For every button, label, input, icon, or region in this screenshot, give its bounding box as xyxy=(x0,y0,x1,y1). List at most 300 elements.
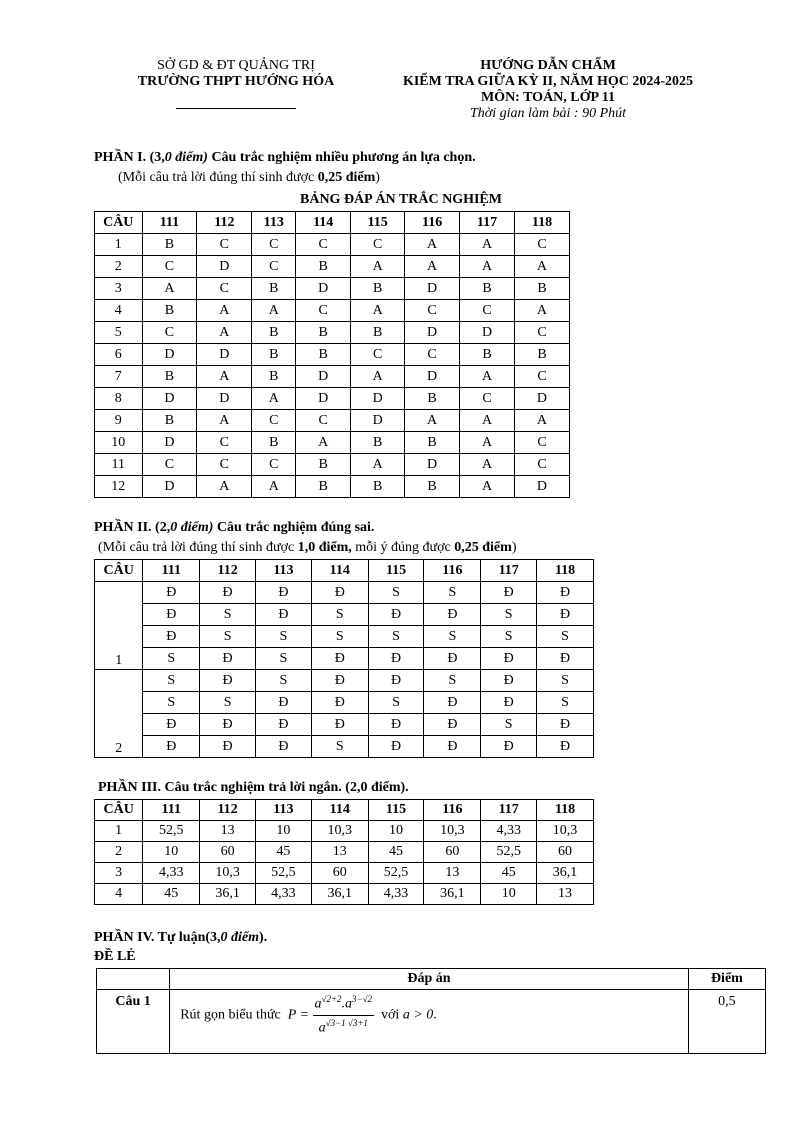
question-number: 2 xyxy=(95,256,143,278)
part2-note-d: 0,25 điểm xyxy=(454,540,512,555)
answer-cell: D xyxy=(405,322,460,344)
answer-cell: D xyxy=(142,388,197,410)
table-row xyxy=(95,648,594,670)
answer-cell: S xyxy=(256,626,312,648)
answer-cell: B xyxy=(514,278,569,300)
answer-cell: Đ xyxy=(481,670,537,692)
answer-cell: 36,1 xyxy=(537,863,594,884)
answer-cell: C xyxy=(514,366,569,388)
answer-cell: B xyxy=(405,476,460,498)
answer-cell: A xyxy=(514,256,569,278)
question-number: 12 xyxy=(95,476,143,498)
answer-cell: Đ xyxy=(311,714,368,736)
column-header-code-111: 111 xyxy=(142,212,197,234)
column-header-code-114: 114 xyxy=(311,560,368,582)
column-header-code-113: 113 xyxy=(252,212,296,234)
answer-cell: 52,5 xyxy=(143,821,200,842)
answer-cell: 10 xyxy=(368,821,424,842)
table-row xyxy=(95,300,570,322)
answer-cell: B xyxy=(252,322,296,344)
part1-note-b: 0,25 điểm xyxy=(317,170,376,185)
answer-cell: C xyxy=(460,300,515,322)
answer-cell: B xyxy=(142,366,197,388)
exam-duration: Thời gian làm bài : 90 Phút xyxy=(469,106,627,121)
answer-cell: C xyxy=(351,344,405,366)
answer-cell: B xyxy=(296,454,351,476)
answer-cell: A xyxy=(197,476,252,498)
answer-cell: Đ xyxy=(200,648,256,670)
answer-cell: A xyxy=(460,476,515,498)
answer-cell: A xyxy=(351,300,405,322)
answer-cell: Đ xyxy=(481,736,537,758)
header-empty-cell xyxy=(97,969,170,990)
answer-cell: Đ xyxy=(481,582,537,604)
answer-cell: D xyxy=(142,476,197,498)
table-row xyxy=(95,476,570,498)
answer-cell: C xyxy=(252,410,296,432)
answer-cell: A xyxy=(197,300,252,322)
answer-cell: S xyxy=(200,604,256,626)
header-divider xyxy=(176,108,296,109)
answer-cell: C xyxy=(514,234,569,256)
answer-cell: Đ xyxy=(311,670,368,692)
answer-cell: 10 xyxy=(143,842,200,863)
answer-cell: Đ xyxy=(143,604,200,626)
answer-cell: D xyxy=(460,322,515,344)
expression-p: P = xyxy=(284,1007,309,1023)
fraction-expression xyxy=(313,994,375,1036)
exam-title: KIỂM TRA GIỮA KỲ II, NĂM HỌC 2024-2025 xyxy=(402,74,694,89)
question-number: 1 xyxy=(95,234,143,256)
column-header-question: CÂU xyxy=(95,800,143,821)
column-header-code-112: 112 xyxy=(200,560,256,582)
answer-cell: A xyxy=(460,256,515,278)
answer-cell: C xyxy=(142,454,197,476)
answer-cell: Đ xyxy=(368,604,424,626)
header-right xyxy=(372,58,724,122)
answer-cell: 45 xyxy=(255,842,311,863)
question-number: 1 xyxy=(95,582,143,670)
answer-cell: 52,5 xyxy=(255,863,311,884)
part1-note-a: (Mỗi câu trả lời đúng thí sinh được xyxy=(118,170,318,185)
answer-cell: D xyxy=(296,366,351,388)
answer-cell: A xyxy=(514,410,569,432)
answer-cell: C xyxy=(142,256,197,278)
table-row xyxy=(95,670,594,692)
answer-cell: B xyxy=(296,256,351,278)
column-header-code-116: 116 xyxy=(424,560,481,582)
column-header-code-117: 117 xyxy=(481,800,537,821)
answer-cell: 45 xyxy=(368,842,424,863)
answer-cell: C xyxy=(296,410,351,432)
answer-cell: S xyxy=(481,714,537,736)
answer-cell: 52,5 xyxy=(481,842,537,863)
answer-cell: S xyxy=(481,626,537,648)
answer-cell: 60 xyxy=(311,863,368,884)
table-row xyxy=(95,278,570,300)
header-left xyxy=(100,58,372,109)
column-header-question: CÂU xyxy=(95,212,143,234)
part4-subtitle: ĐỀ LẺ xyxy=(94,949,136,964)
answer-cell: A xyxy=(252,300,296,322)
answer-cell: Đ xyxy=(143,582,200,604)
part3-answer-table xyxy=(94,799,594,905)
answer-cell: B xyxy=(252,432,296,454)
part1-title-a: PHẦN I. (3, xyxy=(94,150,165,165)
question-number: 3 xyxy=(95,863,143,884)
answer-cell: B xyxy=(460,278,515,300)
answer-cell: Đ xyxy=(368,714,424,736)
answer-cell: Đ xyxy=(200,582,256,604)
column-header-code-117: 117 xyxy=(460,212,515,234)
answer-cell: D xyxy=(296,388,351,410)
part4-essay-table xyxy=(96,968,766,1054)
answer-cell: A xyxy=(351,256,405,278)
score-column-header: Điểm xyxy=(688,969,765,990)
answer-cell: S xyxy=(143,692,200,714)
column-header-code-118: 118 xyxy=(514,212,569,234)
answer-cell: A xyxy=(460,454,515,476)
answer-cell: Đ xyxy=(256,604,312,626)
table-row xyxy=(95,863,594,884)
answer-cell: Đ xyxy=(256,736,312,758)
part4-title xyxy=(94,930,267,946)
question-number: 4 xyxy=(95,300,143,322)
department-name: SỞ GD & ĐT QUẢNG TRỊ xyxy=(157,58,315,73)
part1-note xyxy=(118,170,380,186)
answer-cell: C xyxy=(296,234,351,256)
answer-cell: Đ xyxy=(256,714,312,736)
answer-cell: Đ xyxy=(537,582,594,604)
answer-cell: 13 xyxy=(424,863,481,884)
answer-cell: C xyxy=(197,432,252,454)
answer-cell: Đ xyxy=(424,648,481,670)
answer-cell: B xyxy=(514,344,569,366)
column-header-code-116: 116 xyxy=(424,800,481,821)
part3-title: PHẦN III. Câu trắc nghiệm trả lời ngắn. (2,0 điểm). xyxy=(98,780,409,795)
question-number: 2 xyxy=(95,670,143,758)
answer-cell: A xyxy=(405,234,460,256)
question-number: 6 xyxy=(95,344,143,366)
answer-cell: S xyxy=(256,670,312,692)
answer-cell: Đ xyxy=(311,648,368,670)
answer-cell: 13 xyxy=(311,842,368,863)
answer-cell: D xyxy=(405,278,460,300)
column-header-code-112: 112 xyxy=(200,800,256,821)
part2-title xyxy=(94,520,374,536)
column-header-code-117: 117 xyxy=(481,560,537,582)
table-row xyxy=(95,256,570,278)
answer-cell: A xyxy=(405,410,460,432)
answer-cell: Đ xyxy=(200,714,256,736)
answer-cell: 45 xyxy=(481,863,537,884)
answer-cell: B xyxy=(460,344,515,366)
question-number: 7 xyxy=(95,366,143,388)
answer-cell: Đ xyxy=(368,670,424,692)
answer-cell: Đ xyxy=(481,648,537,670)
column-header-code-111: 111 xyxy=(143,800,200,821)
answer-cell: Đ xyxy=(256,692,312,714)
table-row xyxy=(95,692,594,714)
answer-cell: C xyxy=(405,300,460,322)
question-number: 4 xyxy=(95,884,143,905)
answer-cell: A xyxy=(460,366,515,388)
part2-title-a: PHẦN II. (2, xyxy=(94,520,171,535)
answer-cell: B xyxy=(142,300,197,322)
part2-note-a: (Mỗi câu trả lời đúng thí sinh được xyxy=(98,540,298,555)
answer-cell: C xyxy=(514,454,569,476)
question-number: 2 xyxy=(95,842,143,863)
answer-cell: A xyxy=(197,410,252,432)
table-row xyxy=(95,388,570,410)
column-header-code-118: 118 xyxy=(537,800,594,821)
answer-cell: B xyxy=(405,432,460,454)
answer-cell: 10,3 xyxy=(537,821,594,842)
answer-cell: C xyxy=(197,234,252,256)
answer-cell: Đ xyxy=(424,692,481,714)
answer-cell: Đ xyxy=(143,736,200,758)
question-number: 8 xyxy=(95,388,143,410)
column-header-code-114: 114 xyxy=(311,800,368,821)
answer-cell: Đ xyxy=(537,736,594,758)
answer-cell: 13 xyxy=(537,884,594,905)
answer-cell: C xyxy=(197,278,252,300)
answer-cell: S xyxy=(424,626,481,648)
answer-cell: A xyxy=(460,234,515,256)
table-row xyxy=(95,366,570,388)
answer-cell: S xyxy=(537,692,594,714)
answer-cell: 36,1 xyxy=(424,884,481,905)
column-header-code-116: 116 xyxy=(405,212,460,234)
answer-cell: S xyxy=(143,670,200,692)
answer-cell: S xyxy=(537,626,594,648)
subject-title: MÔN: TOÁN, LỚP 11 xyxy=(480,90,616,105)
answer-cell: C xyxy=(252,234,296,256)
answer-cell: C xyxy=(460,388,515,410)
question1-content: Rút gọn biểu thức P = $\frac{a^{√2+2}.a^{3-√2}}{a^{√3-1} ^{√3+1}}$ với a > 0. xyxy=(170,990,689,1054)
answer-cell: D xyxy=(142,432,197,454)
answer-cell: D xyxy=(296,278,351,300)
answer-cell: Đ xyxy=(311,582,368,604)
answer-cell: S xyxy=(143,648,200,670)
question-number: 5 xyxy=(95,322,143,344)
answer-cell: B xyxy=(351,432,405,454)
answer-cell: 10 xyxy=(255,821,311,842)
answer-cell: Đ xyxy=(143,626,200,648)
table-row xyxy=(95,821,594,842)
answer-cell: C xyxy=(252,256,296,278)
answer-cell: B xyxy=(296,476,351,498)
answer-cell: C xyxy=(296,300,351,322)
answer-cell: 45 xyxy=(143,884,200,905)
answer-cell: A xyxy=(351,454,405,476)
answer-cell: Đ xyxy=(424,736,481,758)
answer-cell: D xyxy=(351,388,405,410)
answer-cell: Đ xyxy=(200,670,256,692)
answer-cell: Đ xyxy=(256,582,312,604)
answer-cell: Đ xyxy=(424,714,481,736)
answer-cell: S xyxy=(200,692,256,714)
answer-cell: A xyxy=(514,300,569,322)
question1-score: 0,5 xyxy=(688,990,765,1054)
answer-cell: 13 xyxy=(200,821,256,842)
column-header-code-115: 115 xyxy=(368,800,424,821)
answer-cell: C xyxy=(197,454,252,476)
question-number: 1 xyxy=(95,821,143,842)
part1-title xyxy=(94,150,476,166)
part4-title-c: ). xyxy=(259,930,268,945)
answer-cell: D xyxy=(142,344,197,366)
answer-cell: S xyxy=(481,604,537,626)
answer-cell: 36,1 xyxy=(200,884,256,905)
answer-cell: A xyxy=(197,322,252,344)
answer-cell: B xyxy=(142,410,197,432)
table-row xyxy=(95,736,594,758)
answer-cell: Đ xyxy=(537,604,594,626)
answer-cell: 10,3 xyxy=(311,821,368,842)
table-row xyxy=(95,884,594,905)
answer-cell: S xyxy=(424,670,481,692)
question1-text: Rút gọn biểu thức xyxy=(180,1007,281,1023)
answer-cell: 4,33 xyxy=(368,884,424,905)
answer-cell: S xyxy=(311,604,368,626)
column-header-code-113: 113 xyxy=(255,800,311,821)
answer-cell: A xyxy=(460,410,515,432)
part2-title-b: 0 điểm) xyxy=(170,520,214,535)
answer-cell: D xyxy=(405,454,460,476)
answer-cell: 4,33 xyxy=(255,884,311,905)
question1-condition: với xyxy=(381,1007,400,1023)
answer-cell: 60 xyxy=(200,842,256,863)
answer-cell: B xyxy=(351,322,405,344)
table-row xyxy=(95,234,570,256)
answer-cell: C xyxy=(514,432,569,454)
table-row xyxy=(95,604,594,626)
answer-cell: B xyxy=(296,344,351,366)
answer-cell: 10,3 xyxy=(424,821,481,842)
answer-cell: S xyxy=(368,692,424,714)
answer-cell: B xyxy=(405,388,460,410)
column-header-code-111: 111 xyxy=(143,560,200,582)
answer-cell: D xyxy=(405,366,460,388)
answer-cell: A xyxy=(252,476,296,498)
school-name: TRƯỜNG THPT HƯỚNG HÓA xyxy=(137,74,335,89)
answer-cell: B xyxy=(252,344,296,366)
answer-cell: S xyxy=(256,648,312,670)
answer-cell: S xyxy=(537,670,594,692)
answer-cell: 36,1 xyxy=(311,884,368,905)
table-row xyxy=(95,344,570,366)
answer-cell: C xyxy=(405,344,460,366)
question1-condition-expr: a > 0 xyxy=(402,1007,434,1023)
part2-note-e: ) xyxy=(511,540,517,555)
table-row xyxy=(95,454,570,476)
answer-cell: S xyxy=(311,736,368,758)
answer-cell: D xyxy=(351,410,405,432)
answer-column-header: Đáp án xyxy=(170,969,689,990)
answer-cell: A xyxy=(405,256,460,278)
answer-cell: 4,33 xyxy=(143,863,200,884)
answer-cell: A xyxy=(142,278,197,300)
fraction-numerator: $a^{√2+2}.a^{3-√2}$ xyxy=(313,994,375,1016)
answer-cell: Đ xyxy=(537,714,594,736)
answer-cell: Đ xyxy=(424,604,481,626)
answer-cell: 10 xyxy=(481,884,537,905)
part2-title-c: Câu trắc nghiệm đúng sai. xyxy=(213,520,375,535)
table-row xyxy=(95,432,570,454)
answer-cell: D xyxy=(514,388,569,410)
table-row xyxy=(95,322,570,344)
column-header-code-115: 115 xyxy=(351,212,405,234)
answer-cell: B xyxy=(142,234,197,256)
answer-cell: A xyxy=(197,366,252,388)
table-row xyxy=(95,410,570,432)
answer-cell: Đ xyxy=(368,736,424,758)
answer-cell: D xyxy=(197,256,252,278)
table-row xyxy=(95,842,594,863)
answer-cell: Đ xyxy=(537,648,594,670)
answer-cell: 60 xyxy=(537,842,594,863)
answer-cell: B xyxy=(351,278,405,300)
answer-cell: Đ xyxy=(368,648,424,670)
question-number: 11 xyxy=(95,454,143,476)
answer-cell: Đ xyxy=(311,692,368,714)
answer-cell: Đ xyxy=(481,692,537,714)
answer-cell: S xyxy=(200,626,256,648)
part4-title-a: PHẦN IV. Tự luận(3, xyxy=(94,930,221,945)
answer-cell: A xyxy=(460,432,515,454)
question-number: 10 xyxy=(95,432,143,454)
table-row xyxy=(95,626,594,648)
part2-note-c: mỗi ý đúng được xyxy=(351,540,455,555)
part1-title-c: Câu trắc nghiệm nhiều phương án lựa chọn. xyxy=(207,150,476,165)
answer-cell: A xyxy=(252,388,296,410)
answer-cell: S xyxy=(311,626,368,648)
fraction-denominator: $a^{√3-1}$ $^{√3+1}$ xyxy=(318,1017,368,1036)
part2-answer-table xyxy=(94,559,594,758)
part1-answer-table xyxy=(94,211,570,498)
part1-note-c: ) xyxy=(375,170,380,185)
answer-cell: Đ xyxy=(143,714,200,736)
question-number: 3 xyxy=(95,278,143,300)
column-header-question: CÂU xyxy=(95,560,143,582)
answer-cell: B xyxy=(296,322,351,344)
answer-cell: B xyxy=(252,278,296,300)
answer-cell: 60 xyxy=(424,842,481,863)
answer-cell: S xyxy=(368,626,424,648)
answer-cell: C xyxy=(351,234,405,256)
answer-cell: D xyxy=(197,344,252,366)
table-row xyxy=(95,582,594,604)
question1-label: Câu 1 xyxy=(97,990,170,1054)
answer-cell: C xyxy=(252,454,296,476)
part4-title-b: 0 điểm xyxy=(220,930,260,945)
column-header-code-112: 112 xyxy=(197,212,252,234)
answer-cell: D xyxy=(514,476,569,498)
answer-cell: 4,33 xyxy=(481,821,537,842)
column-header-code-113: 113 xyxy=(256,560,312,582)
answer-cell: D xyxy=(197,388,252,410)
answer-cell: A xyxy=(296,432,351,454)
part2-note-b: 1,0 điểm, xyxy=(297,540,352,555)
answer-cell: 52,5 xyxy=(368,863,424,884)
answer-cell: Đ xyxy=(200,736,256,758)
column-header-code-118: 118 xyxy=(537,560,594,582)
table-row xyxy=(95,714,594,736)
answer-cell: S xyxy=(424,582,481,604)
part1-table-title: BẢNG ĐÁP ÁN TRẮC NGHIỆM xyxy=(300,192,502,207)
part1-title-b: 0 điểm) xyxy=(164,150,208,165)
